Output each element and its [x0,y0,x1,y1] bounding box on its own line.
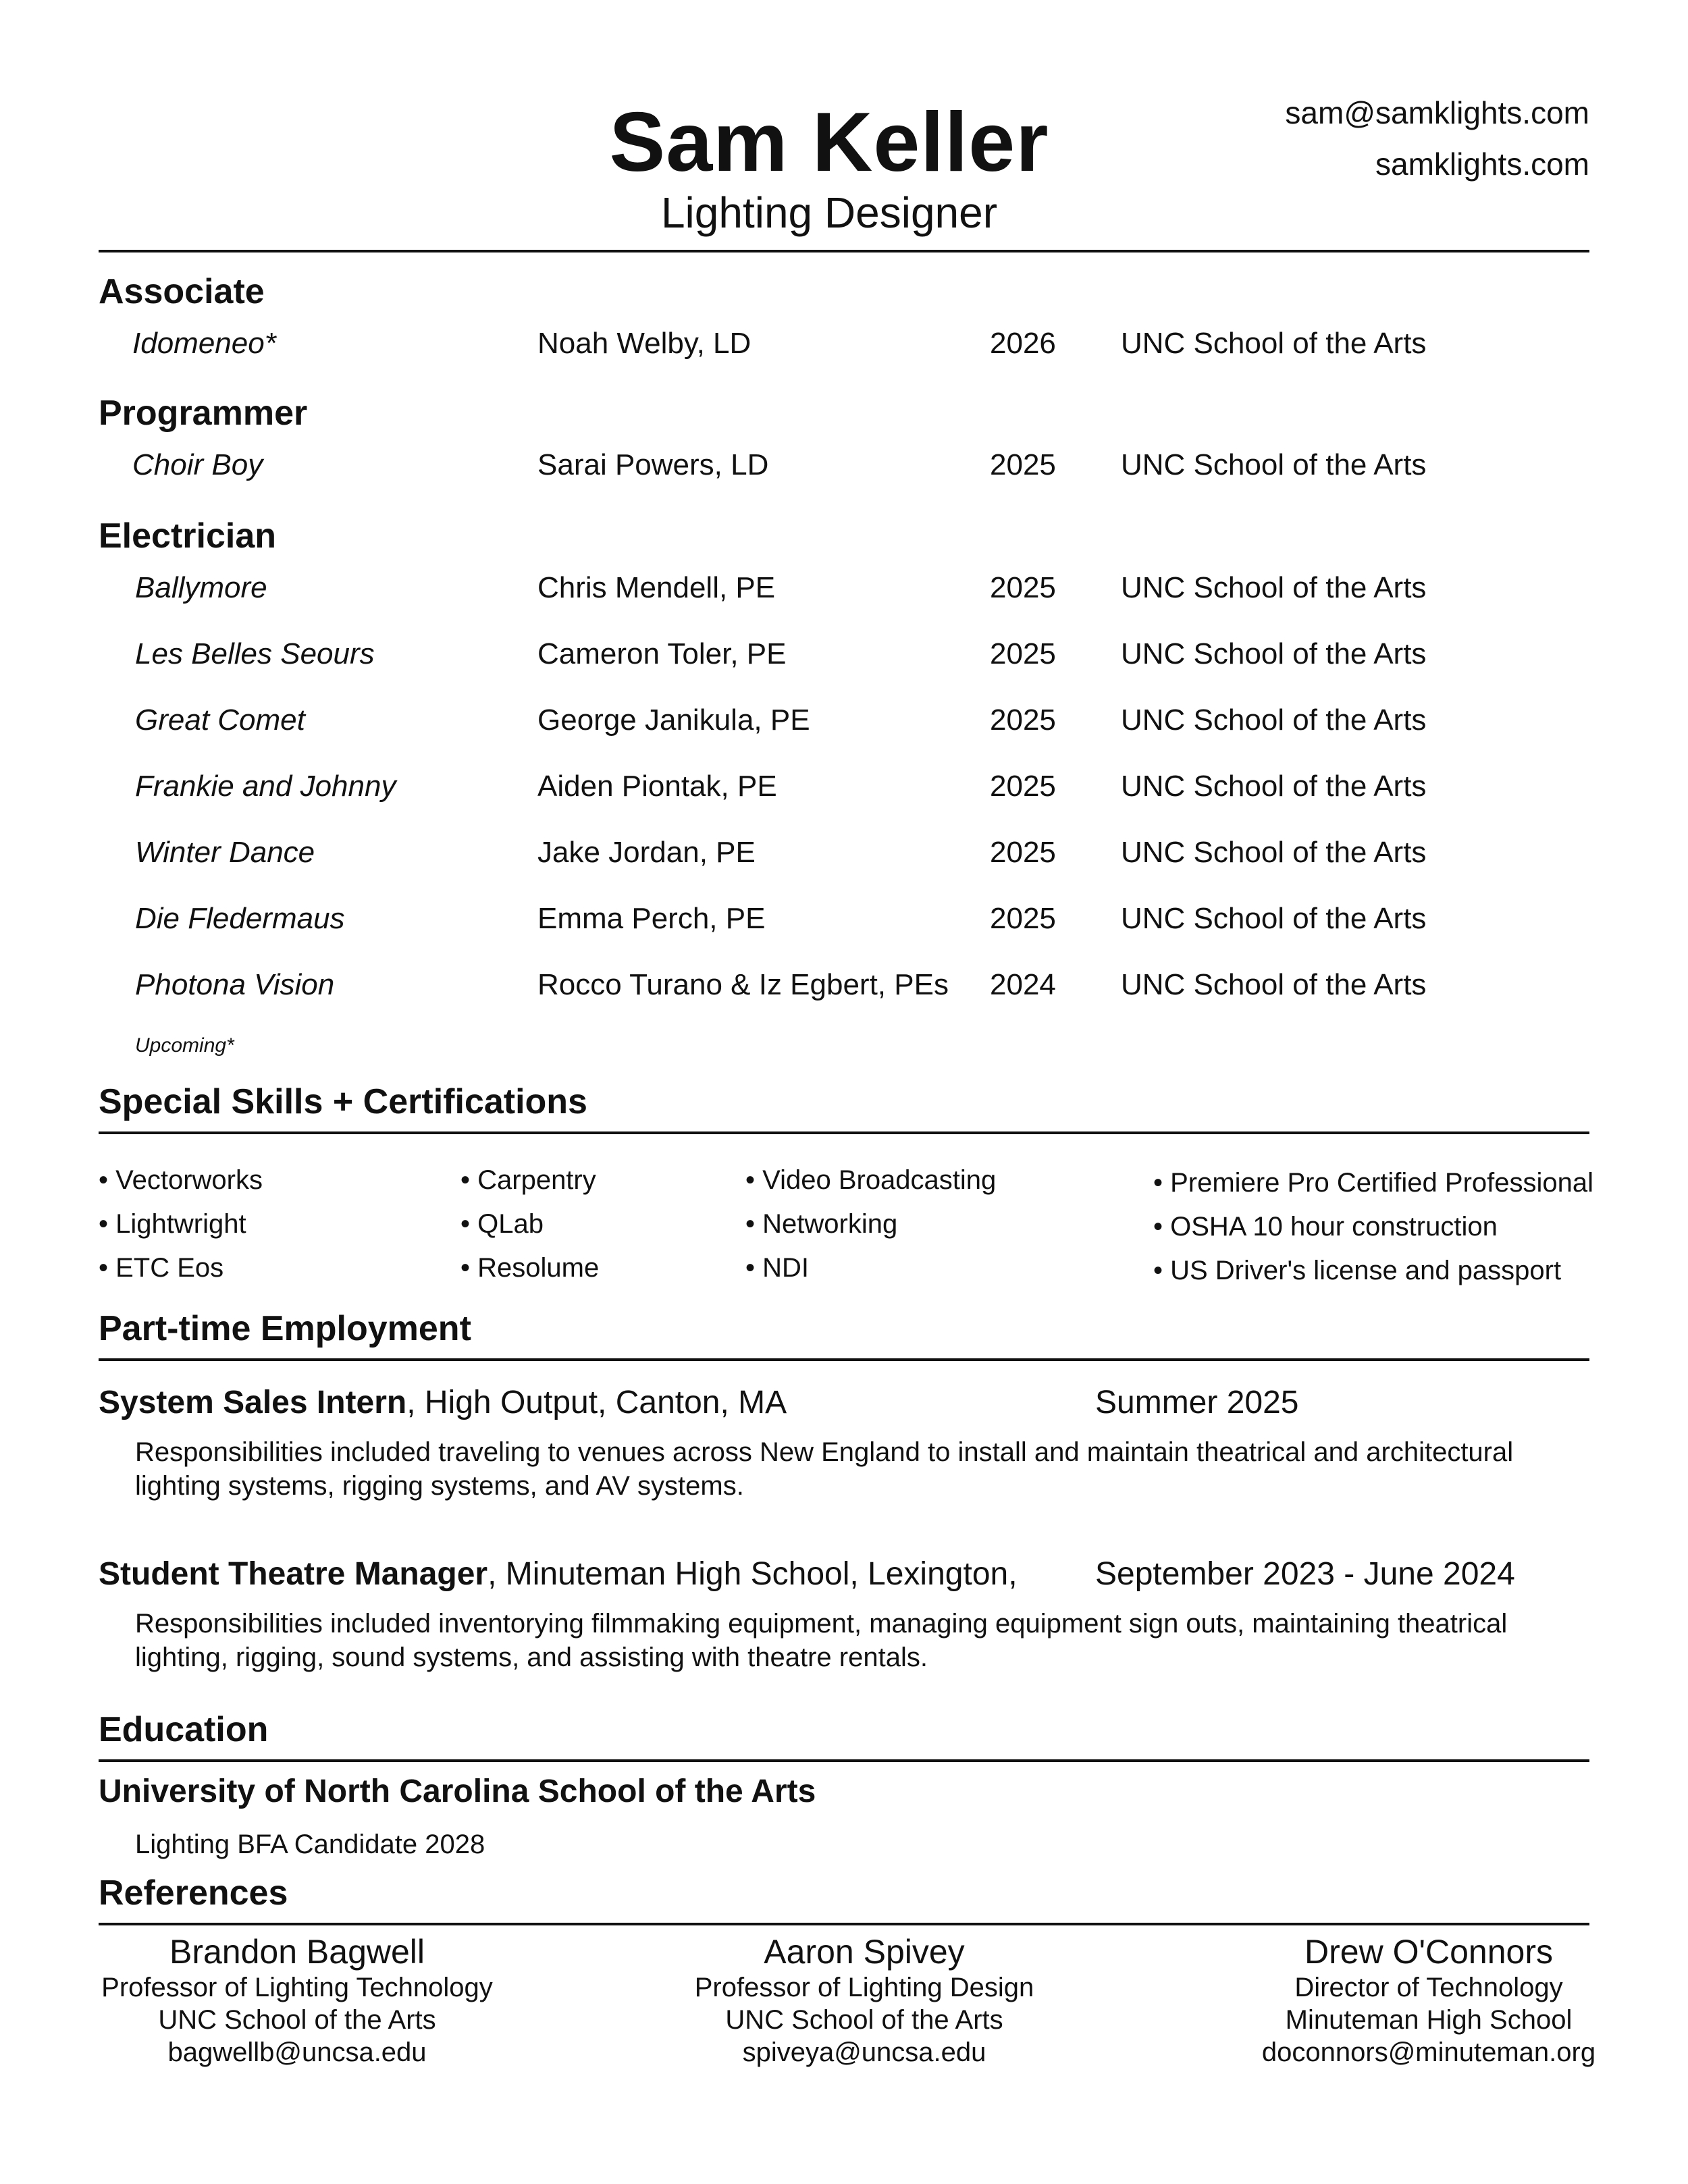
reference-org: UNC School of the Arts [725,2005,1003,2035]
section-heading-references: References [99,1873,288,1913]
reference-name: Aaron Spivey [764,1933,965,1971]
credit-venue: UNC School of the Arts [1121,637,1427,670]
skill-item: • Networking [745,1209,898,1239]
job-place: , High Output, Canton, MA [406,1385,787,1420]
upcoming-note: Upcoming* [135,1034,234,1057]
job-role: Student Theatre Manager [99,1556,488,1592]
cert-item: • OSHA 10 hour construction [1153,1212,1498,1242]
reference-org: Minuteman High School [1285,2005,1573,2035]
credit-year: 2024 [990,968,1056,1001]
skill-item: • NDI [745,1253,810,1283]
job-heading [99,1555,1018,1593]
credit-person: Rocco Turano & Iz Egbert, PEs [537,968,949,1001]
reference-title: Professor of Lighting Technology [101,1973,493,2002]
section-heading-associate: Associate [99,272,265,311]
job-description: Responsibilities included inventorying filmmaking equipment, managing equipment sign outs, maintaining theatrical lighting, rigging, sound systems, and assisting with theatre rentals. [135,1609,1508,1672]
credit-year: 2026 [990,327,1056,360]
credit-show: Frankie and Johnny [135,770,396,803]
reference-email[interactable]: doconnors@minuteman.org [1261,2037,1596,2067]
credit-person: Emma Perch, PE [537,902,766,935]
credit-year: 2025 [990,448,1056,481]
credit-show: Great Comet [135,703,305,737]
credit-person: Cameron Toler, PE [537,637,787,670]
credit-person: Chris Mendell, PE [537,571,776,604]
skill-item: • Video Broadcasting [745,1165,997,1195]
section-heading-electrician: Electrician [99,516,277,556]
reference-card [81,1932,513,2069]
skill-item: • Resolume [460,1253,600,1283]
reference-card [1213,1932,1645,2069]
section-heading-programmer: Programmer [99,394,308,433]
credit-show: Les Belles Seours [135,637,375,670]
credit-year: 2025 [990,770,1056,803]
job-dates: September 2023 - June 2024 [1095,1556,1515,1592]
credit-venue: UNC School of the Arts [1121,571,1427,604]
reference-email[interactable]: spiveya@uncsa.edu [742,2037,986,2067]
resume-title: Lighting Designer [660,188,998,237]
skill-item: • Carpentry [460,1165,596,1195]
credit-year: 2025 [990,571,1056,604]
resume-name: Sam Keller [609,96,1049,189]
credit-show: Idomeneo* [132,327,276,360]
cert-item: • Premiere Pro Certified Professional [1153,1168,1594,1198]
credit-year: 2025 [990,637,1056,670]
employment-divider [99,1358,1589,1361]
credit-person: Noah Welby, LD [537,327,751,360]
credit-venue: UNC School of the Arts [1121,448,1427,481]
skill-item: • QLab [460,1209,544,1239]
job-description: Responsibilities included traveling to venues across New England to install and maintain theatrical and architectural lighting systems, rigging systems, and AV systems. [135,1437,1514,1501]
section-heading-skills: Special Skills + Certifications [99,1082,587,1121]
skill-item: • ETC Eos [99,1253,224,1283]
reference-title: Professor of Lighting Design [694,1973,1034,2002]
reference-card [648,1932,1080,2069]
skills-divider [99,1131,1589,1134]
job-place: , Minuteman High School, Lexington, [487,1556,1018,1592]
reference-email[interactable]: bagwellb@uncsa.edu [167,2037,427,2067]
degree: Lighting BFA Candidate 2028 [135,1830,485,1859]
credit-venue: UNC School of the Arts [1121,902,1427,935]
credit-year: 2025 [990,836,1056,869]
references-divider [99,1923,1589,1925]
job-role: System Sales Intern [99,1385,407,1420]
credit-venue: UNC School of the Arts [1121,703,1427,737]
credit-show: Ballymore [135,571,267,604]
reference-name: Brandon Bagwell [169,1933,425,1971]
reference-title: Director of Technology [1294,1973,1563,2002]
credit-show: Die Fledermaus [135,902,345,935]
credit-venue: UNC School of the Arts [1121,770,1427,803]
reference-org: UNC School of the Arts [158,2005,436,2035]
cert-item: • US Driver's license and passport [1153,1256,1562,1285]
education-divider [99,1759,1589,1762]
website-link[interactable]: samklights.com [1375,147,1589,182]
job-dates: Summer 2025 [1095,1385,1299,1420]
credit-venue: UNC School of the Arts [1121,327,1427,360]
reference-name: Drew O'Connors [1304,1933,1553,1971]
school-name: University of North Carolina School of the Arts [99,1774,816,1809]
credit-person: Jake Jordan, PE [537,836,756,869]
credit-year: 2025 [990,703,1056,737]
credit-person: George Janikula, PE [537,703,810,737]
section-heading-employment: Part-time Employment [99,1309,471,1348]
credit-show: Choir Boy [132,448,263,481]
skill-item: • Lightwright [99,1209,246,1239]
email-link[interactable]: sam@samklights.com [1285,95,1589,130]
credit-show: Photona Vision [135,968,335,1001]
job-heading [99,1384,787,1421]
header-divider [99,250,1589,252]
credit-show: Winter Dance [135,836,315,869]
skill-item: • Vectorworks [99,1165,263,1195]
credit-venue: UNC School of the Arts [1121,968,1427,1001]
credit-person: Aiden Piontak, PE [537,770,777,803]
credit-venue: UNC School of the Arts [1121,836,1427,869]
section-heading-education: Education [99,1710,269,1749]
credit-person: Sarai Powers, LD [537,448,769,481]
credit-year: 2025 [990,902,1056,935]
